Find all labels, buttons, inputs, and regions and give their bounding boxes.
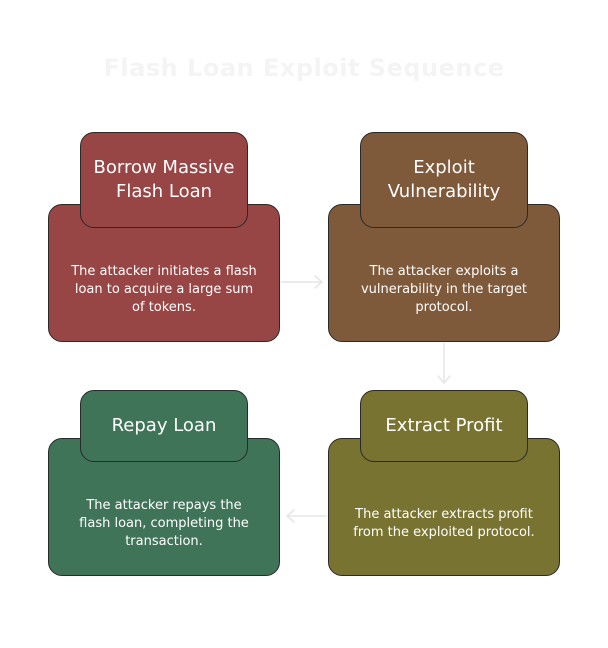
- arrow-step1-to-step2: [281, 276, 322, 288]
- step-3-header: [360, 390, 528, 462]
- arrow-step3-to-step4: [287, 510, 326, 522]
- arrow-step2-to-step3: [438, 343, 450, 383]
- step-2-header: [360, 132, 528, 228]
- step-3-heading: Extract Profit: [385, 415, 503, 436]
- step-4-heading: Repay Loan: [111, 415, 217, 436]
- step-1-header: [80, 132, 248, 228]
- step-1-description: The attacker initiates a flash loan to acquire a large sum of tokens.: [71, 264, 257, 315]
- step-3-description: The attacker extracts profit from the exploited protocol.: [353, 507, 535, 540]
- step-2-description: The attacker exploits a vulnerability in the target protocol.: [360, 264, 528, 315]
- step-4-header: [80, 390, 248, 462]
- step-2-heading: Exploit Vulnerability: [387, 157, 501, 202]
- step-1-heading: Borrow Massive Flash Loan: [93, 157, 235, 202]
- step-4-description: The attacker repays the flash loan, completing the transaction.: [79, 498, 249, 549]
- diagram-title: Flash Loan Exploit Sequence: [103, 54, 505, 82]
